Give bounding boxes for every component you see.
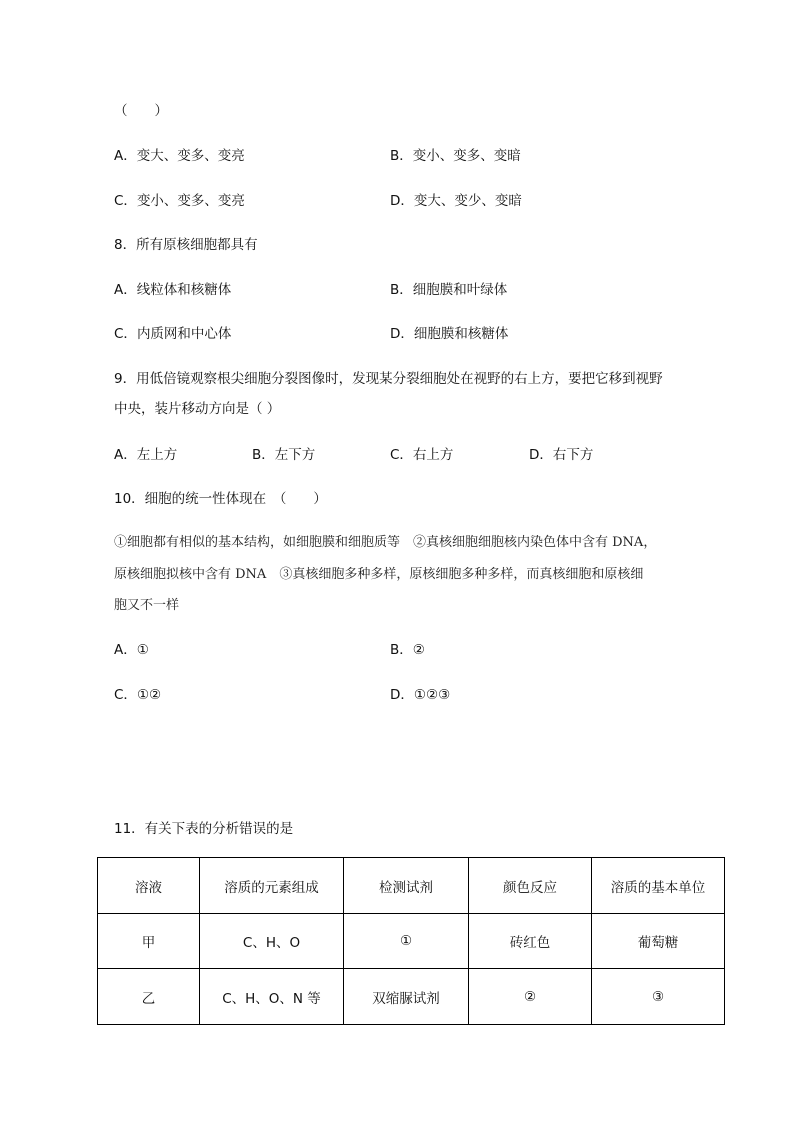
q9-stem-line-2: 中央，装片移动方向是（ ） <box>114 401 281 417</box>
q9-option-b <box>252 445 315 465</box>
q10-option-b <box>390 640 425 660</box>
option-label: C． <box>114 326 137 342</box>
table-cell: ③ <box>592 969 725 1025</box>
option-text: 变小、变多、变亮 <box>136 193 245 209</box>
option-label: B． <box>390 148 413 164</box>
table-header-cell: 溶质的元素组成 <box>200 858 344 914</box>
option-text: 变大、变少、变暗 <box>413 193 522 209</box>
q9-option-a <box>114 445 177 465</box>
option-text: 左上方 <box>136 447 178 463</box>
q10-stem: 10．细胞的统一性体现在 （ ） <box>114 491 327 507</box>
q9-option-d <box>529 445 593 465</box>
q11-stem: 11．有关下表的分析错误的是 <box>114 821 294 837</box>
option-text: ①② <box>136 687 162 703</box>
option-text: 变大、变多、变亮 <box>136 148 245 164</box>
option-text: 右上方 <box>412 447 454 463</box>
option-label: D． <box>390 687 414 703</box>
q7-option-b <box>390 146 521 166</box>
option-text: 变小、变多、变暗 <box>412 148 521 164</box>
option-text: 右下方 <box>552 447 594 463</box>
table-cell: ② <box>469 969 592 1025</box>
option-text: ① <box>136 642 149 658</box>
option-label: B． <box>252 447 275 463</box>
option-label: C． <box>114 193 137 209</box>
table-header-cell: 检测试剂 <box>344 858 469 914</box>
q8-stem: 8．所有原核细胞都具有 <box>114 237 258 253</box>
option-label: B． <box>390 282 413 298</box>
q10-option-d <box>390 685 450 705</box>
option-label: C． <box>390 447 413 463</box>
table-cell: 砖红色 <box>469 914 592 969</box>
option-text: 线粒体和核糖体 <box>136 282 232 298</box>
table-cell: 葡萄糖 <box>592 914 725 969</box>
q7-option-c <box>114 191 245 211</box>
table-cell: 乙 <box>98 969 200 1025</box>
q7-stem-tail: （ ） <box>114 103 168 119</box>
q7-option-d <box>390 191 522 211</box>
table-cell: C、H、O <box>200 914 344 969</box>
q9-option-c <box>390 445 453 465</box>
table-header-cell: 溶液 <box>98 858 200 914</box>
table-row <box>98 969 725 1025</box>
option-label: A． <box>114 282 137 298</box>
option-text: ② <box>412 642 425 658</box>
option-label: C． <box>114 687 137 703</box>
option-label: D． <box>390 193 414 209</box>
table-cell: 甲 <box>98 914 200 969</box>
q11-table <box>97 857 725 1025</box>
option-text: 细胞膜和叶绿体 <box>412 282 508 298</box>
q9-stem-line-1: 9．用低倍镜观察根尖细胞分裂图像时，发现某分裂细胞处在视野的右上方，要把它移到视野 <box>114 371 663 387</box>
table-cell: ① <box>344 914 469 969</box>
option-label: A． <box>114 148 137 164</box>
option-label: D． <box>529 447 553 463</box>
option-label: A． <box>114 447 137 463</box>
table-header-cell: 溶质的基本单位 <box>592 858 725 914</box>
q10-option-a <box>114 640 149 660</box>
option-text: ①②③ <box>413 687 451 703</box>
option-label: A． <box>114 642 137 658</box>
q10-statement-line-1: ①细胞都有相似的基本结构，如细胞膜和细胞质等 ②真核细胞细胞核内染色体中含有 DNA， <box>114 535 657 550</box>
option-text: 内质网和中心体 <box>136 326 232 342</box>
table-row <box>98 914 725 969</box>
table-header-row <box>98 858 725 914</box>
q8-option-b <box>390 280 507 300</box>
option-label: D． <box>390 326 414 342</box>
table-header-cell: 颜色反应 <box>469 858 592 914</box>
option-label: B． <box>390 642 413 658</box>
q10-statement-line-2: 原核细胞拟核中含有 DNA ③真核细胞多种多样，原核细胞多种多样，而真核细胞和原核细 <box>114 567 644 582</box>
table-cell: C、H、O、N 等 <box>200 969 344 1025</box>
q8-option-c <box>114 324 231 344</box>
q7-option-a <box>114 146 245 166</box>
option-text: 细胞膜和核糖体 <box>413 326 509 342</box>
q8-option-a <box>114 280 231 300</box>
q8-option-d <box>390 324 508 344</box>
q10-statement-line-3: 胞又不一样 <box>114 598 180 613</box>
option-text: 左下方 <box>274 447 316 463</box>
table-cell: 双缩脲试剂 <box>344 969 469 1025</box>
q10-option-c <box>114 685 161 705</box>
